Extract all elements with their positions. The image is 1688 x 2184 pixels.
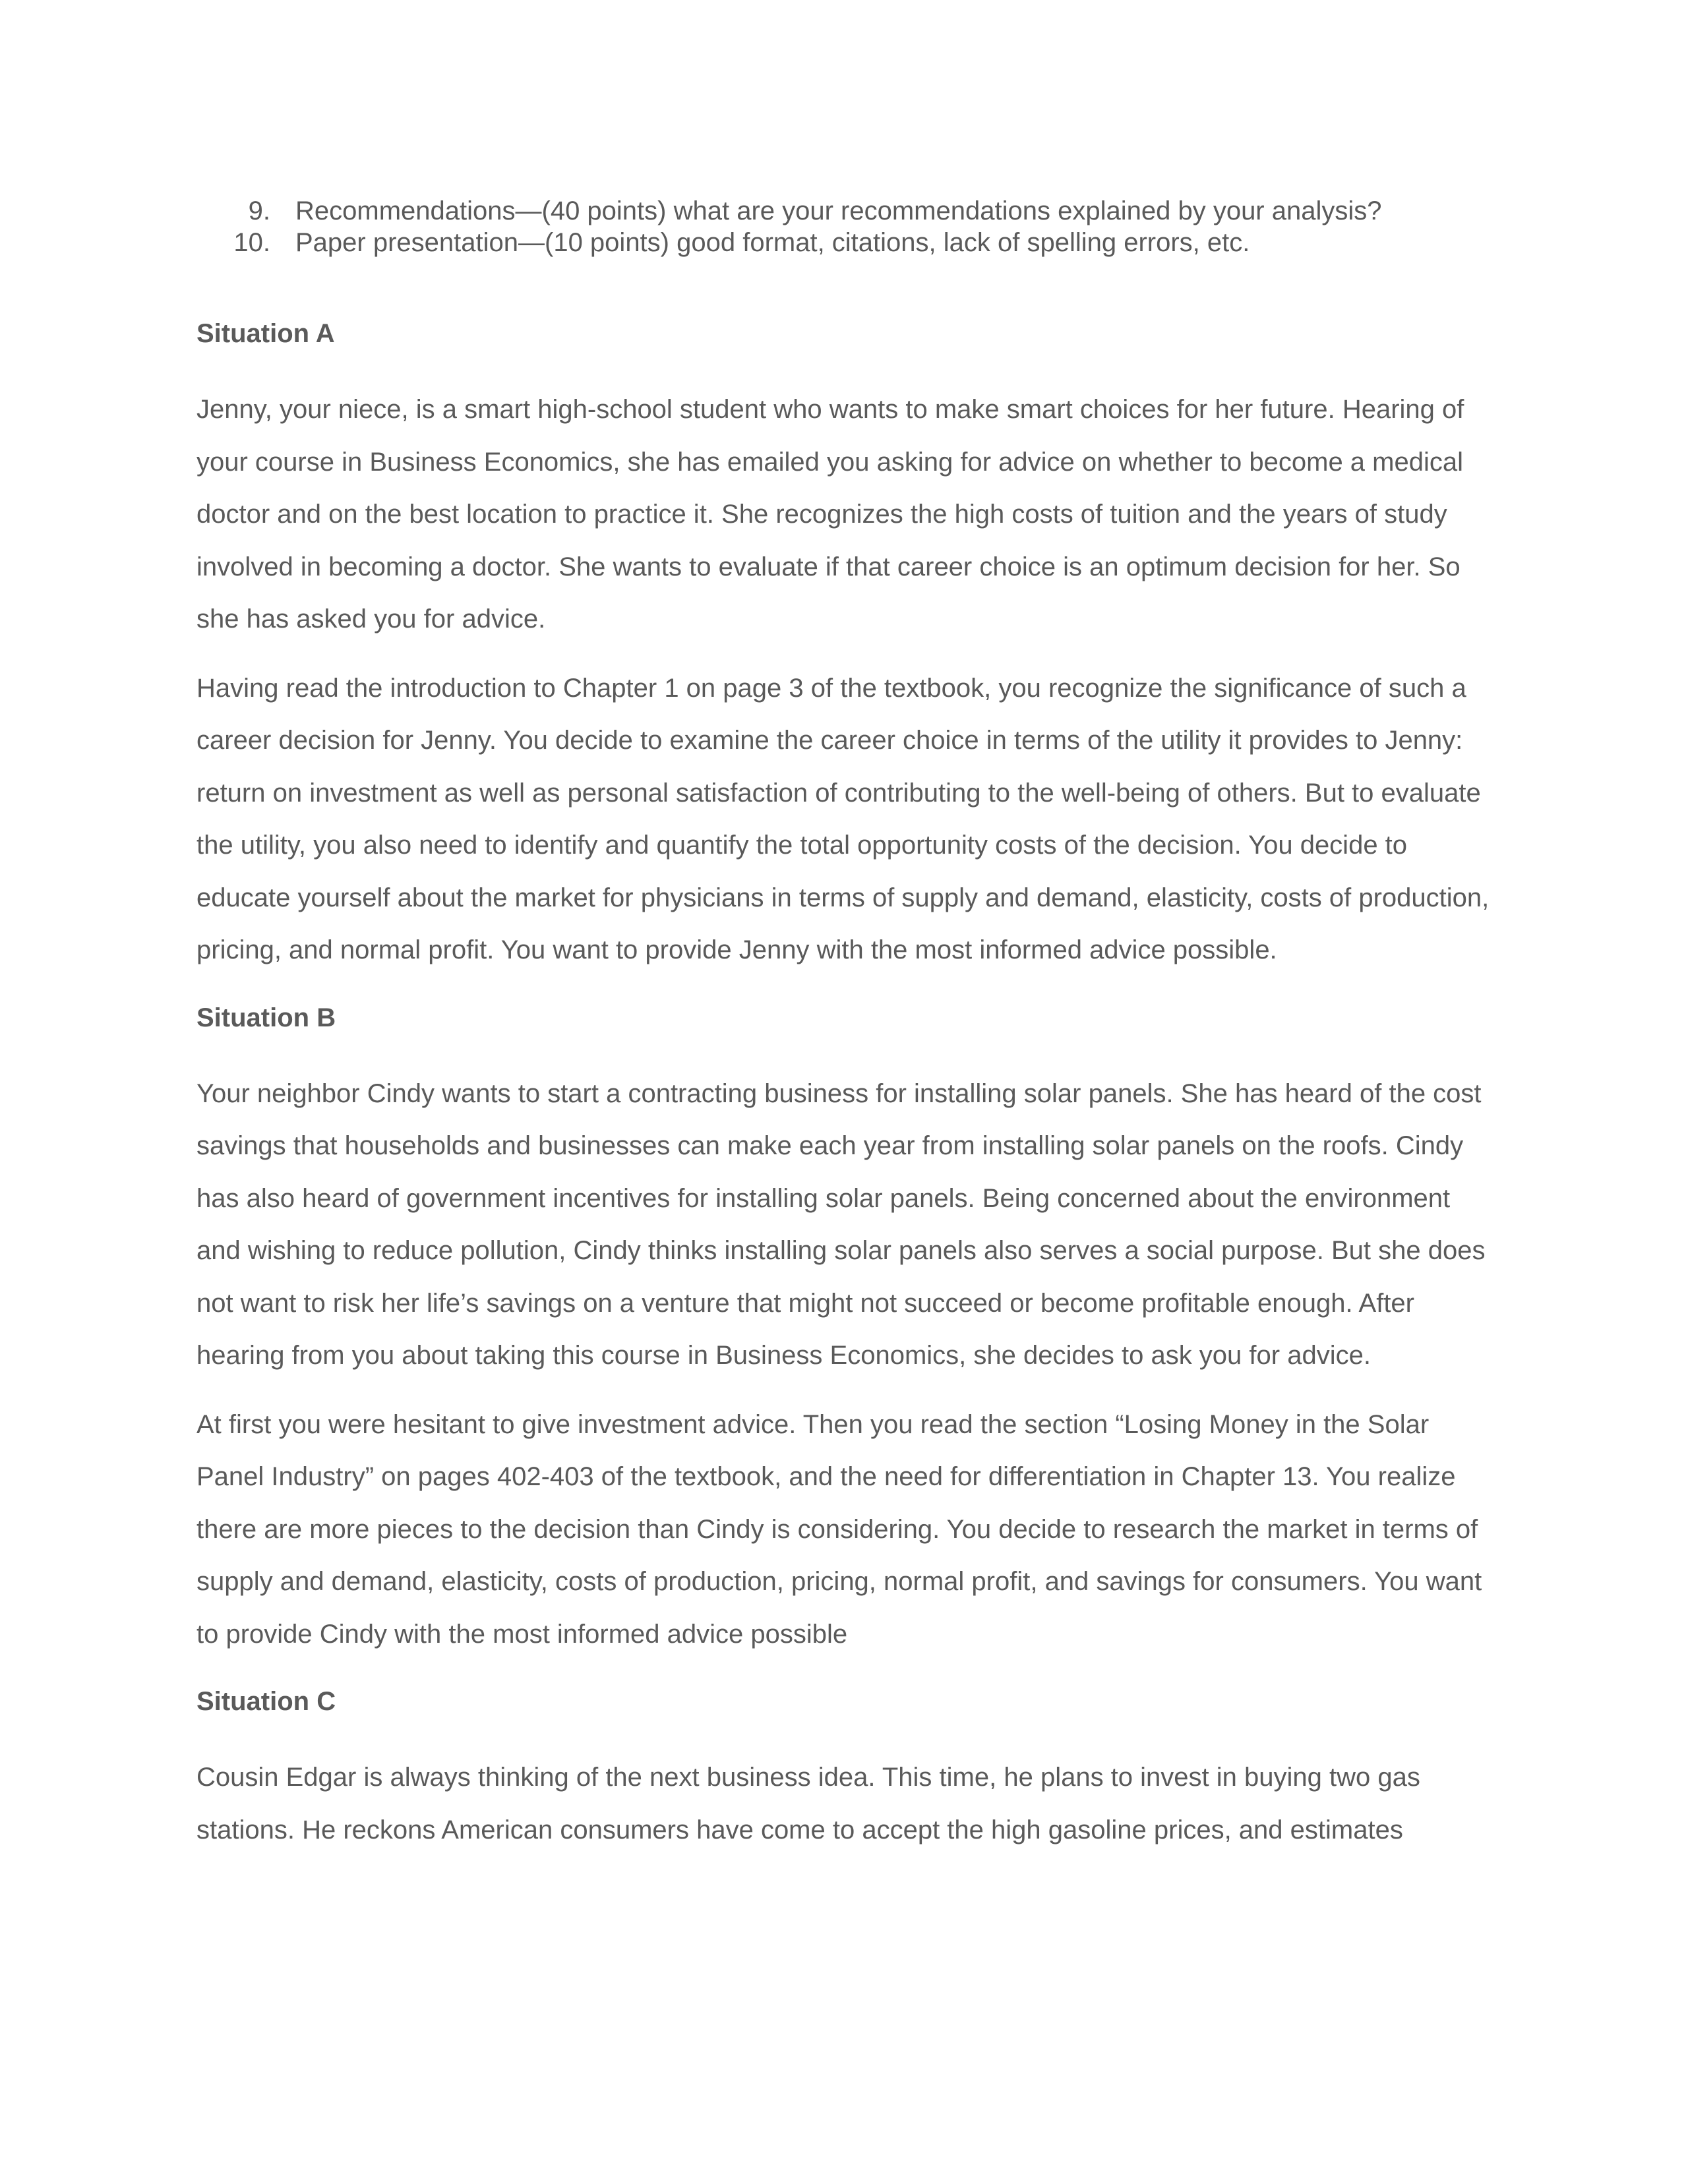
numbered-list — [196, 195, 1490, 258]
situation-b-paragraph-1: Your neighbor Cindy wants to start a contracting business for installing solar panels. She has heard of the cost savings that households and businesses can make each year from installing solar panels on the roofs. Cindy has also heard of government incentives for installing solar panels. Being concerned about the environment and wishing to reduce pollution, Cindy thinks installing solar panels also serves a social purpose. But she does not want to risk her life’s savings on a venture that might not succeed or become profitable enough. After hearing from you about taking this course in Business Economics, she decides to ask you for advice. — [196, 1078, 1486, 1370]
situation-b-paragraph-2: At first you were hesitant to give investment advice. Then you read the section “Losing Money in the Solar Panel Industry” on pages 402-403 of the textbook, and the need for differentiation in Chapter 13. You realize there are more pieces to the decision than Cindy is considering. You decide to research the market in terms of supply and demand, elasticity, costs of production, pricing, normal profit, and savings for consumers. You want to provide Cindy with the most informed advice possible — [196, 1409, 1482, 1649]
list-item-text: Paper presentation—(10 points) good format, citations, lack of spelling errors, etc. — [295, 228, 1250, 257]
situation-c-heading: Situation C — [196, 1687, 336, 1716]
situation-c-paragraph-1: Cousin Edgar is always thinking of the next business idea. This time, he plans to invest in buying two gas stations. He reckons American consumers have come to accept the high gasoline prices, and estimates — [196, 1763, 1420, 1845]
situation-b-heading: Situation B — [196, 1003, 336, 1032]
list-item-text: Recommendations—(40 points) what are your recommendations explained by your analysis? — [295, 196, 1382, 225]
situation-a-paragraph-1: Jenny, your niece, is a smart high-school student who wants to make smart choices for her future. Hearing of your course in Business Economics, she has emailed you asking for advice on whether to become a medical doctor and on the best location to practice it. She recognizes the high costs of tuition and the years of study involved in becoming a doctor. She wants to evaluate if that career choice is an optimum decision for her. So she has asked you for advice. — [196, 395, 1464, 634]
document-body — [196, 195, 1490, 1856]
situation-a-heading: Situation A — [196, 319, 335, 348]
list-item-number: 9. — [248, 196, 270, 225]
list-item — [196, 195, 1490, 227]
list-item-number: 10. — [233, 228, 270, 257]
list-item — [196, 227, 1490, 258]
situation-a-paragraph-2: Having read the introduction to Chapter 1 on page 3 of the textbook, you recognize the significance of such a career decision for Jenny. You decide to examine the career choice in terms of the utility it provides to Jenny: return on investment as well as personal satisfaction of contributing to the well-being of others. But to evaluate the utility, you also need to identify and quantify the total opportunity costs of the decision. You decide to educate yourself about the market for physicians in terms of supply and demand, elasticity, costs of production, pricing, and normal profit. You want to provide Jenny with the most informed advice possible. — [196, 673, 1490, 964]
